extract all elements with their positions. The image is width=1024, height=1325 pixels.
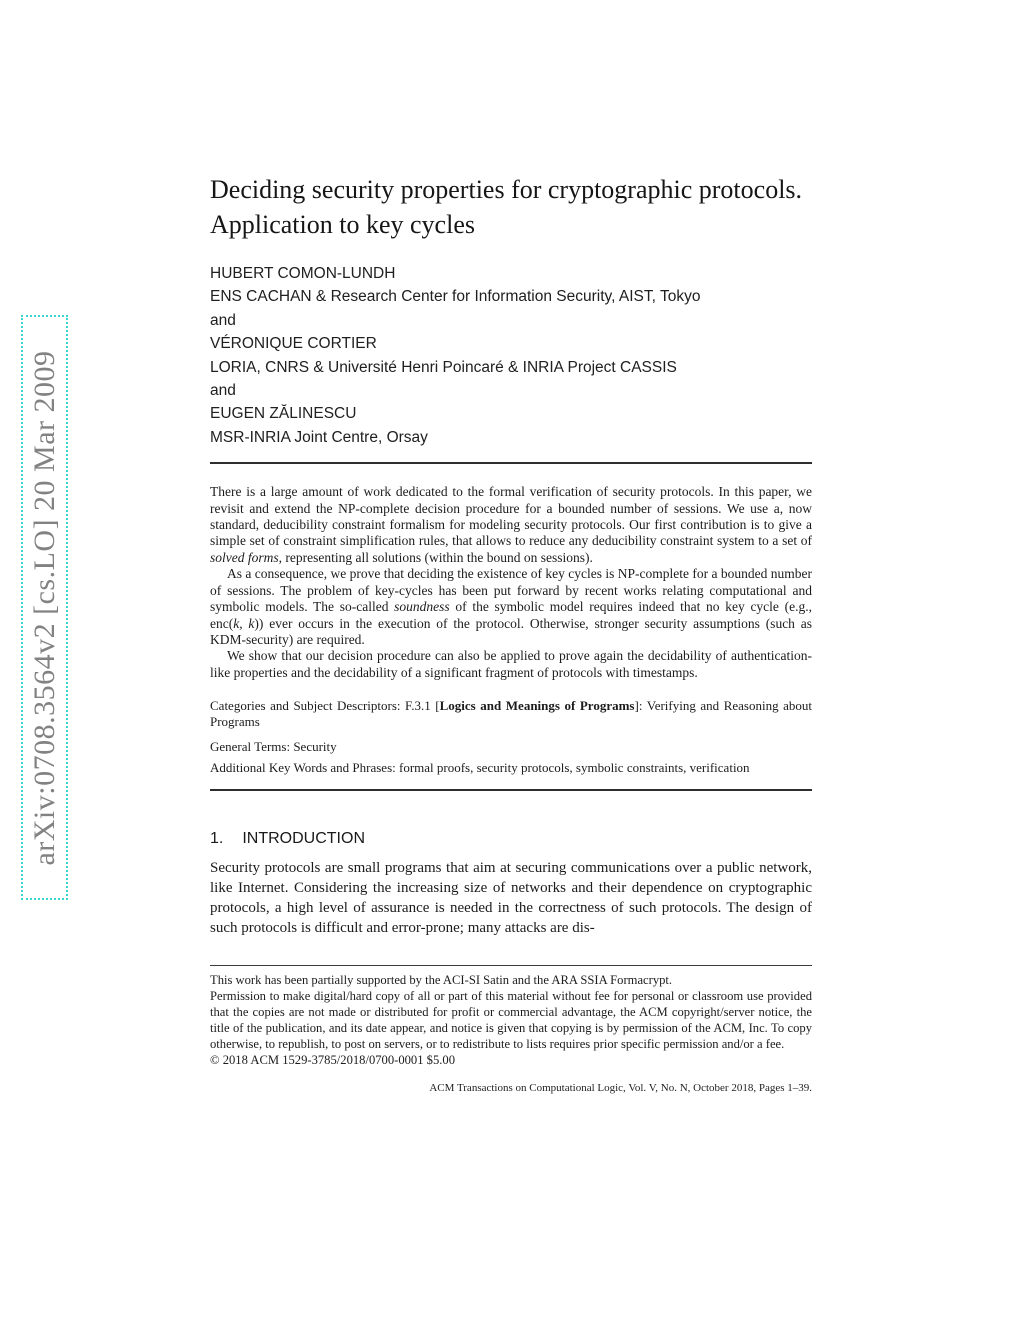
abstract-text: )) ever occurs in the execution of the protocol. Otherwise, stronger security assumptions (such as KDM-security) are required.	[210, 615, 812, 647]
arxiv-watermark-text: arXiv:0708.3564v2 [cs.LO] 20 Mar 2009	[27, 349, 61, 866]
footnote-support: This work has been partially supported by the ACI-SI Satin and the ARA SSIA Formacrypt.	[210, 973, 673, 988]
footnote-block	[210, 972, 812, 1068]
abstract-paragraph-1	[210, 484, 812, 566]
abstract-italic-term: solved forms	[210, 549, 279, 565]
abstract-text: of the symbolic model requires indeed that no key cycle (e.g., enc(	[210, 599, 812, 631]
intro-paragraph: Security protocols are small programs that aim at securing communications over a public network, like Internet. Considering the increasing size of networks and their dependence on cryptographic protocols, a high level of assurance is needed in the correctness of such protocols. The design of such protocols is difficult and error-prone; many attacks are dis-	[210, 860, 812, 937]
footnote-permission: Permission to make digital/hard copy of all or part of this material without fee for personal or classroom use provided that the copies are not made or distributed for profit or commercial advantage, the ACM copyright/server notice, the title of the publication, and its date appear, and notice is given that copying is by permission of the ACM, Inc. To copy otherwise, to republish, to post on servers, or to redistribute to lists requires prior specific permission and/or a fee.	[210, 989, 812, 1052]
author-affiliation: ENS CACHAN & Research Center for Information Security, AIST, Tokyo	[210, 288, 701, 306]
author-name: VÉRONIQUE CORTIER	[210, 335, 377, 353]
paper-title: Deciding security properties for cryptographic protocols. Application to key cycles	[210, 175, 803, 239]
footnote-copyright: © 2018 ACM 1529-3785/2018/0700-0001 $5.00	[210, 1053, 456, 1068]
keywords-line: Additional Key Words and Phrases: formal proofs, security protocols, symbolic constraints, verification	[210, 759, 750, 775]
abstract-math-term: k, k	[233, 615, 255, 631]
abstract-italic-term: soundness	[394, 599, 450, 615]
abstract-text: As a consequence, we prove that deciding the existence of key cycles is NP-complete for a bounded number of sessions. The problem of key-cycles has been put forward by recent works relating computational and symbolic models. The so-called	[210, 566, 812, 615]
section-heading	[210, 828, 812, 849]
author-block	[210, 262, 812, 449]
section-title: INTRODUCTION	[242, 830, 365, 848]
author-name: EUGEN ZĂLINESCU	[210, 405, 357, 423]
paper-column	[210, 172, 812, 1094]
abstract-top-rule	[210, 462, 812, 464]
author-affiliation: LORIA, CNRS & Université Henri Poincaré & INRIA Project CASSIS	[210, 358, 677, 376]
section-number: 1.	[210, 830, 224, 848]
general-terms-line: General Terms: Security	[210, 738, 337, 754]
author-name: HUBERT COMON-LUNDH	[210, 265, 396, 282]
author-separator: and	[210, 382, 236, 400]
categories-line	[210, 698, 812, 730]
author-affiliation: MSR-INRIA Joint Centre, Orsay	[210, 428, 428, 446]
categories-prefix: Categories and Subject Descriptors: F.3.1 [	[210, 698, 440, 714]
footnote-separator-rule	[210, 965, 812, 966]
categories-bold-descriptor: Logics and Meanings of Programs	[439, 698, 635, 714]
abstract-paragraph-2	[210, 566, 812, 648]
abstract-text: There is a large amount of work dedicated to the formal verification of security protocols. In this paper, we revisit and extend the NP-complete decision procedure for a bounded number of sessions. We use a, now standard, deducibility constraint formalism for modeling security protocols. Our first contribution is to give a simple set of constraint simplification rules, that allows to reduce any deducibility constraint system to a set of	[210, 484, 812, 549]
abstract-text: , representing all solutions (within the bound on sessions).	[278, 549, 593, 565]
categories-suffix: ]: Verifying and Reasoning about Programs	[210, 698, 812, 729]
abstract-paragraph-3: We show that our decision procedure can also be applied to prove again the decidability of authentication-like properties and the decidability of a significant fragment of protocols with timestamps.	[210, 648, 812, 680]
section-top-rule	[210, 789, 812, 791]
journal-reference: ACM Transactions on Computational Logic, Vol. V, No. N, October 2018, Pages 1–39.	[429, 1082, 812, 1095]
author-separator: and	[210, 311, 236, 329]
arxiv-watermark	[21, 315, 68, 900]
abstract	[210, 484, 812, 681]
